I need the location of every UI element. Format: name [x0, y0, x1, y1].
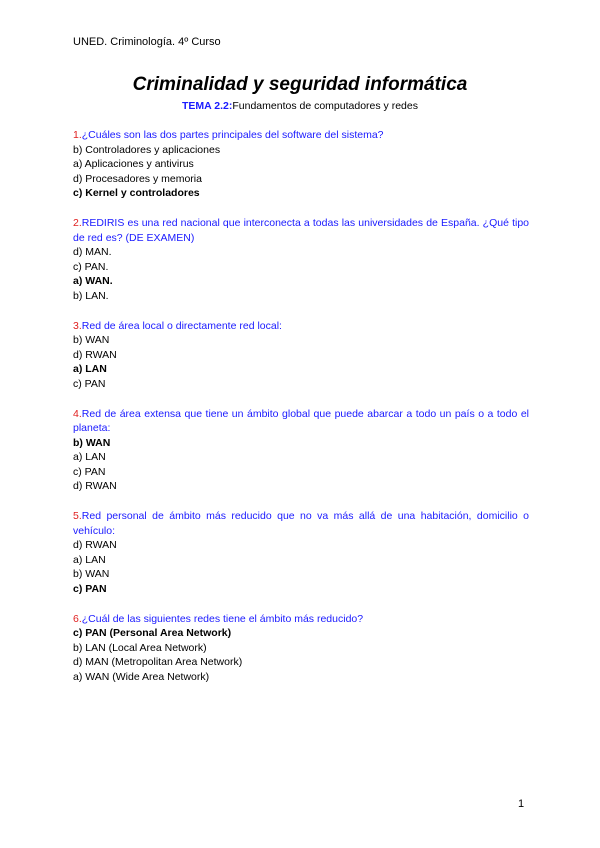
answer-option: c) PAN — [73, 377, 106, 390]
question-text — [73, 407, 529, 436]
page-header: UNED. Criminología. 4º Curso — [73, 36, 221, 48]
question-number: 6. — [73, 612, 82, 625]
answer-option: c) PAN. — [73, 260, 109, 273]
answer-option: d) RWAN — [73, 348, 117, 361]
answer-option: b) LAN (Local Area Network) — [73, 641, 207, 654]
topic-label: TEMA 2.2: — [182, 100, 233, 112]
answer-option: a) WAN (Wide Area Network) — [73, 671, 210, 683]
question-text — [73, 319, 529, 334]
correct-answer-option: a) LAN — [73, 363, 107, 376]
answer-option: b) LAN. — [73, 289, 109, 302]
correct-answer-option: c) Kernel y controladores — [73, 187, 200, 200]
document-subtitle — [0, 100, 600, 112]
question-text — [73, 128, 529, 143]
question-text — [73, 216, 529, 245]
document-title: Criminalidad y seguridad informática — [132, 74, 468, 95]
answer-option: b) WAN — [73, 568, 110, 581]
answer-option: b) Controladores y aplicaciones — [73, 143, 221, 156]
answer-option: a) LAN — [73, 553, 106, 566]
question-text — [73, 612, 529, 627]
question-statement: REDIRIS es una red nacional que interconecta a todas las universidades de España. ¿Qué tipo de red es? (DE EXAMEN) — [73, 216, 529, 244]
question-statement: Red de área local o directamente red local: — [81, 319, 282, 332]
answer-option: d) MAN. — [73, 246, 112, 259]
question-statement: ¿Cuál de las siguientes redes tiene el ámbito más reducido? — [81, 612, 364, 625]
question-list — [73, 128, 529, 700]
question-block — [73, 319, 529, 392]
answer-option: d) Procesadores y memoria — [73, 172, 202, 185]
question-number: 5. — [73, 510, 82, 523]
question-statement: ¿Cuáles son las dos partes principales del software del sistema? — [81, 129, 384, 141]
answer-option: a) LAN — [73, 451, 106, 464]
answer-option: a) Aplicaciones y antivirus — [73, 158, 194, 171]
page-number: 1 — [518, 798, 525, 810]
question-statement: Red personal de ámbito más reducido que no va más allá de una habitación, domicilio o vehículo: — [73, 510, 529, 537]
question-block — [73, 128, 529, 201]
question-block — [73, 407, 529, 495]
question-statement: Red de área extensa que tiene un ámbito global que puede abarcar a todo un país o a todo el planeta: — [73, 407, 529, 435]
answer-option: d) MAN (Metropolitan Area Network) — [73, 656, 243, 669]
correct-answer-option: a) WAN. — [73, 275, 113, 288]
question-block — [73, 612, 529, 685]
answer-option: c) PAN — [73, 465, 106, 478]
topic-text: Fundamentos de computadores y redes — [232, 100, 418, 112]
question-block — [73, 216, 529, 304]
question-text — [73, 509, 529, 538]
question-number: 1. — [73, 129, 82, 141]
question-number: 4. — [73, 407, 82, 420]
answer-option: d) RWAN — [73, 480, 117, 493]
answer-option: d) RWAN — [73, 539, 117, 552]
question-number: 3. — [73, 319, 82, 332]
question-block — [73, 509, 529, 597]
answer-option: b) WAN — [73, 334, 110, 347]
correct-answer-option: b) WAN — [73, 436, 111, 449]
correct-answer-option: c) PAN (Personal Area Network) — [73, 627, 232, 640]
correct-answer-option: c) PAN — [73, 583, 107, 596]
question-number: 2. — [73, 216, 82, 229]
